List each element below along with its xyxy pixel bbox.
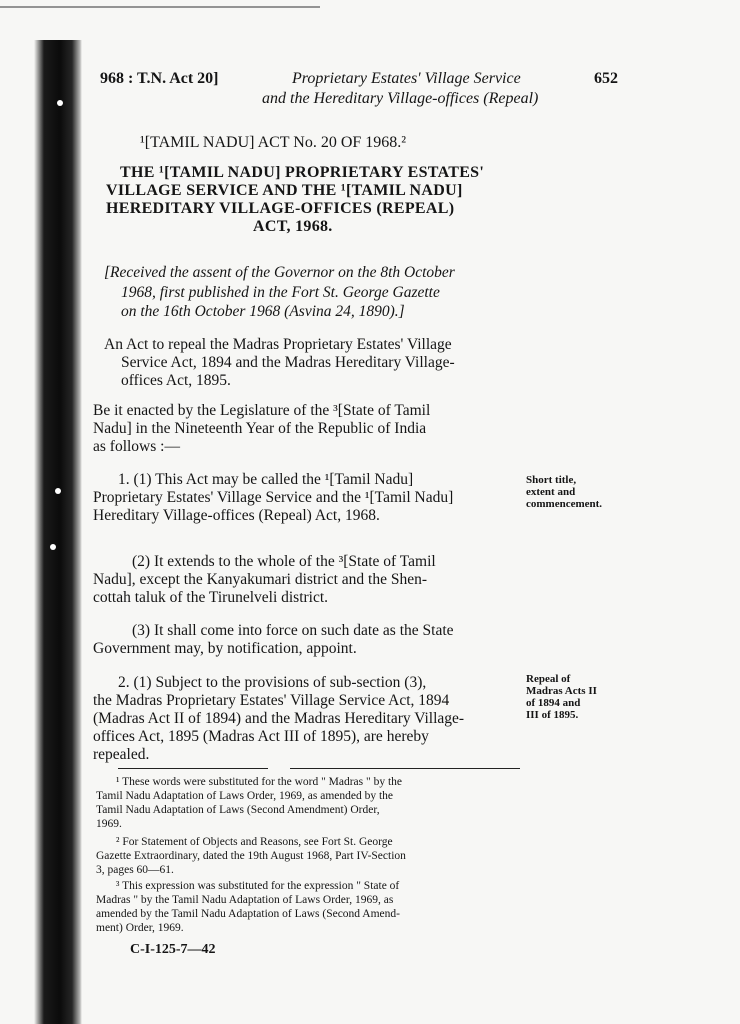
top-rule [0,6,320,8]
footnote-line: ² For Statement of Objects and Reasons, see Fort St. George [116,836,393,848]
header-title-line1: Proprietary Estates' Village Service [292,70,521,87]
binding-hole [57,100,63,106]
footnote-line: ¹ These words were substituted for the word " Madras " by the [116,776,403,788]
footnote-rule [290,768,520,769]
section1-sub2-line: (2) It extends to the whole of the ³[State of Tamil [132,553,436,570]
section2-line: offices Act, 1895 (Madras Act III of 1895), are hereby [93,728,429,745]
section1-sub3-line: (3) It shall come into force on such date as the State [132,622,454,639]
enacting-line: Nadu] in the Nineteenth Year of the Republic of India [93,420,427,437]
section2-line: (Madras Act II of 1894) and the Madras Hereditary Village- [93,710,465,727]
section1-line: 1. (1) This Act may be called the ¹[Tamil Nadu] [118,471,414,488]
section1-sub3-line: Government may, by notification, appoint. [93,640,357,657]
margin-note-line: commencement. [526,498,603,510]
section2-line: 2. (1) Subject to the provisions of sub-section (3), [118,674,427,691]
footnote-line: Tamil Nadu Adaptation of Laws Order, 1969, as amended by the [96,790,394,802]
print-code: C-I-125-7—42 [130,942,216,957]
section2-line: the Madras Proprietary Estates' Village Service Act, 1894 [93,692,450,709]
act-title-line: VILLAGE SERVICE AND THE ¹[TAMIL NADU] [106,182,463,199]
section1-sub2-line: Nadu], except the Kanyakumari district and the Shen- [93,571,427,588]
binding-shadow [34,40,82,1024]
long-title-line: Service Act, 1894 and the Madras Hereditary Village- [121,354,455,371]
section1-sub2-line: cottah taluk of the Tirunelveli district. [93,589,329,606]
margin-note-line: Madras Acts II [526,685,597,697]
section1-line: Hereditary Village-offices (Repeal) Act, 1968. [93,507,380,524]
margin-note-line: Short title, [526,474,577,486]
footnote-line: Gazette Extraordinary, dated the 19th August 1968, Part IV-Section [96,850,406,862]
binding-hole [50,544,56,550]
act-number: ¹[TAMIL NADU] ACT No. 20 OF 1968.² [140,134,407,151]
footnote-line: 1969. [96,818,122,830]
assent-line: 1968, first published in the Fort St. George Gazette [121,284,440,301]
long-title-line: offices Act, 1895. [121,372,231,389]
footnote-line: Madras " by the Tamil Nadu Adaptation of Laws Order, 1969, as [96,894,394,906]
act-title-line: ACT, 1968. [253,218,333,235]
enacting-line: Be it enacted by the Legislature of the ³[State of Tamil [93,402,431,419]
footnote-line: ment) Order, 1969. [96,922,184,934]
footnote-line: ³ This expression was substituted for the expression " State of [116,880,400,892]
footnote-line: 3, pages 60—61. [96,864,174,876]
assent-line: on the 16th October 1968 (Asvina 24, 1890).] [121,303,405,320]
page-number: 652 [594,70,618,87]
section1-line: Proprietary Estates' Village Service and the ¹[Tamil Nadu] [93,489,454,506]
margin-note-line: III of 1895. [526,709,579,721]
footnote-line: amended by the Tamil Nadu Adaptation of Laws (Second Amend- [96,908,400,920]
header-title-line2: and the Hereditary Village-offices (Repeal) [262,90,539,107]
margin-note-line: of 1894 and [526,697,581,709]
header-act-ref: 968 : T.N. Act 20] [100,70,219,87]
enacting-line: as follows :— [93,438,180,455]
long-title-line: An Act to repeal the Madras Proprietary Estates' Village [104,336,452,353]
footnote-rule [118,768,268,769]
footnote-line: Tamil Nadu Adaptation of Laws (Second Amendment) Order, [96,804,380,816]
margin-note-line: Repeal of [526,673,571,685]
act-title-line: HEREDITARY VILLAGE-OFFICES (REPEAL) [106,200,455,217]
binding-hole [55,488,61,494]
section2-line: repealed. [93,746,150,763]
assent-line: [Received the assent of the Governor on the 8th October [104,264,455,281]
act-title-line: THE ¹[TAMIL NADU] PROPRIETARY ESTATES' [120,164,485,181]
margin-note-line: extent and [526,486,576,498]
